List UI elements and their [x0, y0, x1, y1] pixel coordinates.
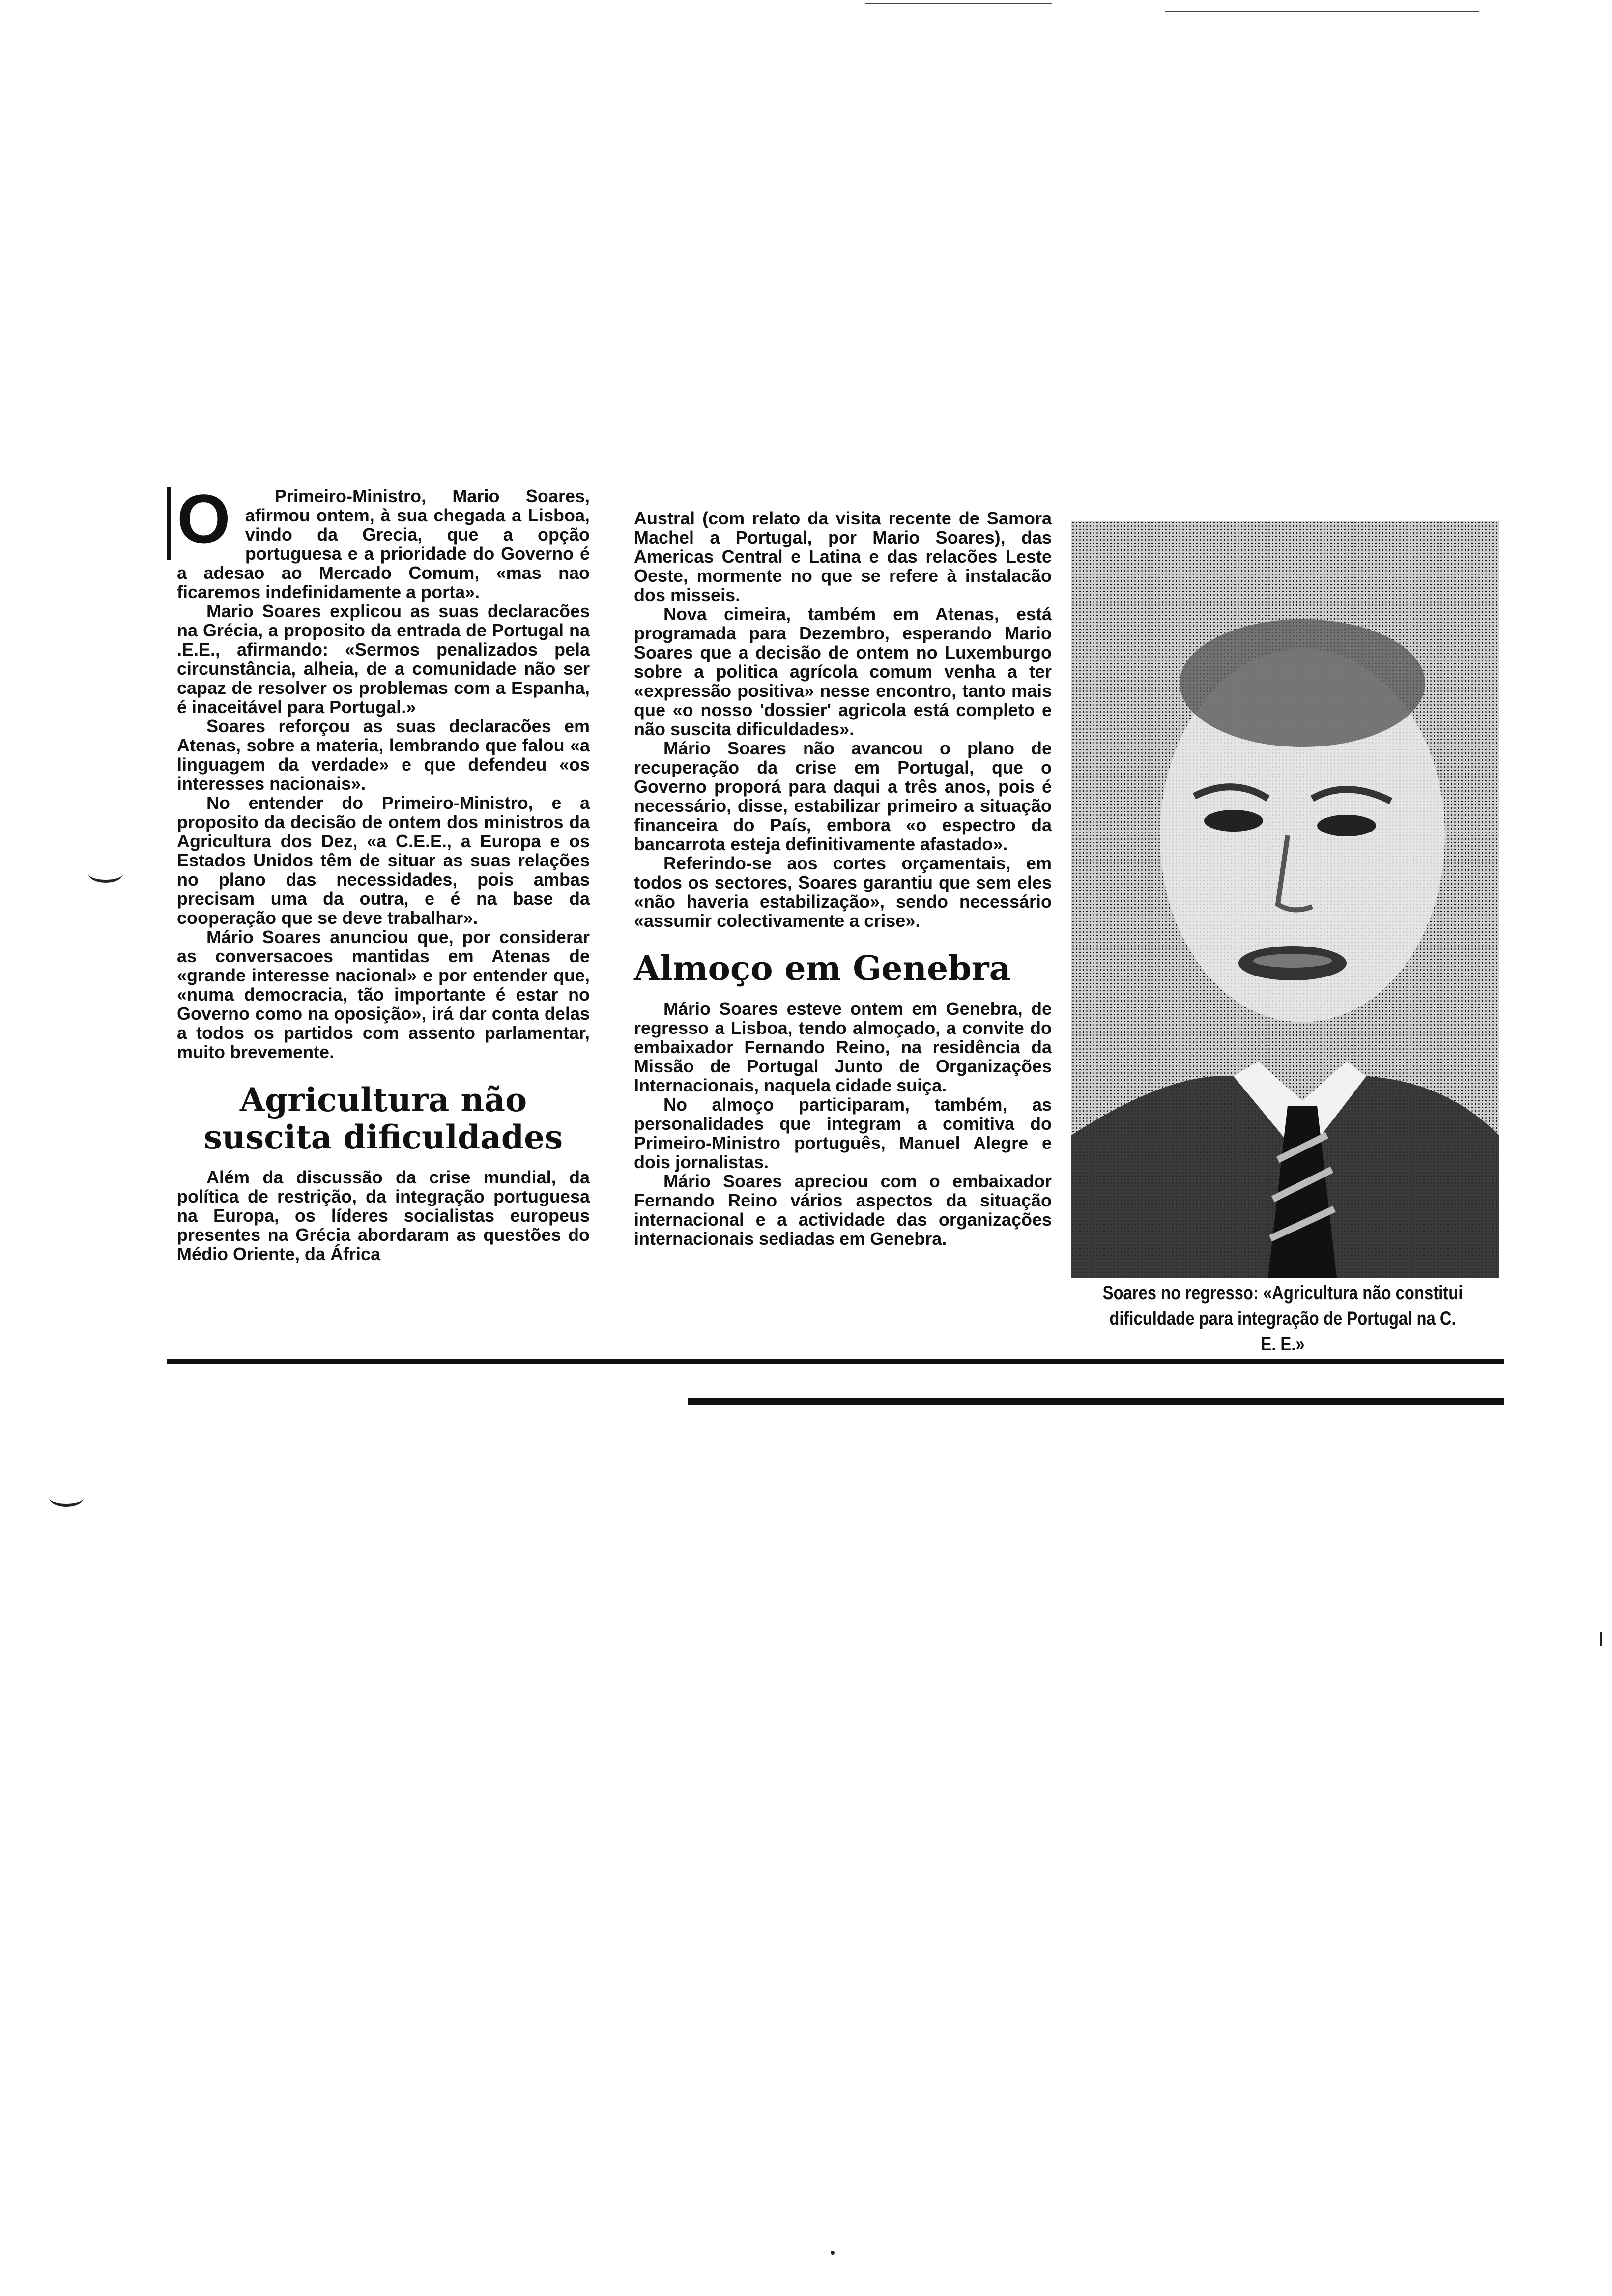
paragraph: Soares reforçou as suas declaracões em Atenas, sobre a materia, lembrando que falou «a linguagem da verdade» e que defendeu «os interesses nacionais».	[177, 716, 590, 794]
photo-caption: Soares no regresso: «Agricultura não constitui dificuldade para integração de Portugal na C. E. E.»	[1102, 1282, 1463, 1355]
paragraph: Referindo-se aos cortes orçamentais, em todos os sectores, Soares garantiu que sem eles «não haveria estabilização», sendo necessário «assumir colectivamente a crise».	[634, 853, 1052, 931]
article-column-2	[634, 509, 1052, 1248]
scan-line-top-2	[1165, 11, 1479, 12]
subheading-almoco: Almoço em Genebra	[634, 949, 1011, 988]
lead-marker-bar	[167, 487, 171, 560]
drop-cap: O	[177, 480, 230, 557]
scan-speck-2	[831, 2251, 835, 2255]
scan-line-top-1	[865, 3, 1052, 4]
punch-mark-2	[49, 1489, 84, 1507]
portrait-photo-icon	[1071, 521, 1499, 1278]
paragraph: Além da discussão da crise mundial, da política de restrição, da integração portuguesa na Europa, os líderes socialistas europeus presentes na Grécia abordaram as questões do Médio Oriente, da África	[177, 1167, 590, 1264]
subheading-agricultura: Agricultura não suscita dificuldades	[203, 1081, 563, 1156]
paragraph: No entender do Primeiro-Ministro, e a proposito da decisão de ontem dos ministros da Agricultura dos Dez, «a C.E.E., a Europa e os Estados Unidos têm de situar as suas relações no plano das necessidades, pois ambas precisam uma da outra, e é na base da cooperação que se deve trabalhar».	[177, 793, 590, 928]
bottom-rule	[167, 1359, 1504, 1364]
paragraph: Mário Soares apreciou com o embaixador Fernando Reino vários aspectos da situação internacional e a actividade das organizações internacionais sediadas em Genebra.	[634, 1171, 1052, 1249]
paragraph: Austral (com relato da visita recente de Samora Machel a Portugal, por Mario Soares), das Americas Central e Latina e das relacões Leste Oeste, mormente no que se refere à instalacão dos misseis.	[634, 508, 1052, 605]
paragraph: Mario Soares explicou as suas declaracões na Grécia, a proposito da entrada de Portugal na .E.E., afirmando: «Sermos penalizados pela circunstância, alheia, de a comunidade não ser capaz de resolver os problemas com a Espanha, é inaceitável para Portugal.»	[177, 601, 590, 717]
punch-mark-1	[88, 865, 123, 883]
paragraph: Primeiro-Ministro, Mario Soares, afirmou ontem, à sua chegada a Lisboa, vindo da Grecia, que a opção portuguesa e a prioridade do Governo é a adesao ao Mercado Comum, «mas nao ficaremos indefinidamente a porta».	[177, 486, 590, 602]
paragraph: Mário Soares anunciou que, por considerar as conversacoes mantidas em Atenas de «grande interesse nacional» e por entender que, «numa democracia, tão importante é estar no Governo como na oposição», irá dar conta delas a todos os partidos com assento parlamentar, muito brevemente.	[177, 927, 590, 1062]
paragraph: No almoço participaram, também, as personalidades que integram a comitiva do Primeiro-Ministro português, Manuel Alegre e dois jornalistas.	[634, 1094, 1052, 1172]
paragraph: Nova cimeira, também em Atenas, está programada para Dezembro, esperando Mario Soares que a decisão de ontem no Luxemburgo sobre a politica agrícola comum venha a ter «expressão positiva» nesse encontro, tanto mais que «o nosso 'dossier' agricola está completo e não suscita dificuldades».	[634, 604, 1052, 739]
article-column-1	[177, 480, 590, 1264]
portrait-silhouette	[1071, 521, 1499, 1278]
paragraph: Mário Soares esteve ontem em Genebra, de regresso a Lisboa, tendo almoçado, a convite do embaixador Fernando Reino, na residência da Missão de Portugal Junto de Organizações Internacionais, naquela cidade suiça.	[634, 999, 1052, 1095]
bottom-rule-thick	[688, 1398, 1504, 1405]
paragraph: Mário Soares não avancou o plano de recuperação da crise em Portugal, que o Governo proporá para daqui a três anos, pois é necessário, disse, estabilizar primeiro a situação financeira do País, embora «o espectro da bancarrota esteja definitivamente afastado».	[634, 738, 1052, 854]
scan-speck-1	[1600, 1632, 1602, 1646]
